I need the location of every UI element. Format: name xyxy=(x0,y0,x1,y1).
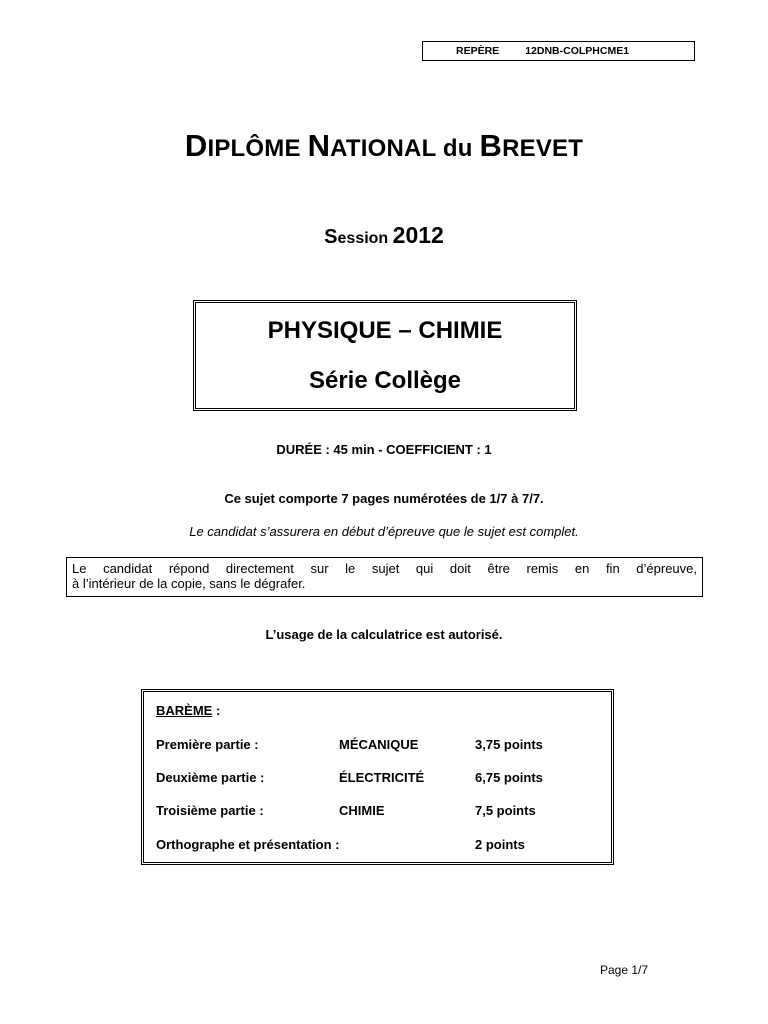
subject-series: Série Collège xyxy=(308,367,462,394)
grading-row xyxy=(144,803,611,821)
title-word-brevet: REVET xyxy=(502,135,584,162)
grading-points: 3,75 points xyxy=(475,737,543,752)
pages-info: Ce sujet comporte 7 pages numérotées de 1/7 à 7/7. xyxy=(224,491,544,506)
reference-code: 12DNB-COLPHCME1 xyxy=(525,45,630,57)
grading-part: Deuxième partie : xyxy=(156,770,265,785)
reference-box xyxy=(422,41,695,61)
check-info: Le candidat s’assurera en début d’épreuve que le sujet est complet. xyxy=(189,524,579,539)
session-line xyxy=(0,222,768,249)
reference-label: REPÈRE xyxy=(456,45,500,57)
instruction-line-2: à l’intérieur de la copie, sans le dégrafer. xyxy=(72,576,306,591)
grading-points: 7,5 points xyxy=(475,803,536,818)
grading-part: Troisième partie : xyxy=(156,803,264,818)
title-word-national: ATIONAL xyxy=(330,135,437,162)
calculator-notice: L’usage de la calculatrice est autorisé. xyxy=(265,627,503,642)
grading-heading-label: BARÈME xyxy=(156,703,213,718)
grading-points: 6,75 points xyxy=(475,770,543,785)
page-number: Page 1/7 xyxy=(600,963,649,977)
grading-row xyxy=(144,837,611,855)
grading-part: Première partie : xyxy=(156,737,259,752)
grading-heading-colon: : xyxy=(212,703,221,718)
grading-heading xyxy=(156,703,220,718)
subject-box xyxy=(193,300,577,411)
duration-coefficient: DURÉE : 45 min - COEFFICIENT : 1 xyxy=(276,442,492,457)
instruction-box xyxy=(66,557,703,597)
subject-title: PHYSIQUE – CHIMIE xyxy=(267,317,503,344)
title-cap-b: B xyxy=(479,128,503,163)
session-word: ession xyxy=(337,230,389,247)
title-word-du: du xyxy=(442,135,473,162)
grading-topic: CHIMIE xyxy=(339,803,385,818)
document-title xyxy=(0,128,768,164)
grading-row xyxy=(144,770,611,788)
title-word-diplome: IPLÔME xyxy=(207,135,301,162)
grading-scale-box xyxy=(141,689,614,865)
grading-part: Orthographe et présentation : xyxy=(156,837,340,852)
session-cap: S xyxy=(324,226,338,248)
grading-points: 2 points xyxy=(475,837,525,852)
session-year: 2012 xyxy=(392,222,444,248)
title-cap-n: N xyxy=(307,128,331,163)
title-cap-d: D xyxy=(184,128,208,163)
grading-topic: ÉLECTRICITÉ xyxy=(339,770,425,785)
grading-topic: MÉCANIQUE xyxy=(339,737,419,752)
grading-row xyxy=(144,737,611,755)
instruction-line-1: Le candidat répond directement sur le sujet qui doit être remis en fin d’épreuve, xyxy=(72,561,697,576)
